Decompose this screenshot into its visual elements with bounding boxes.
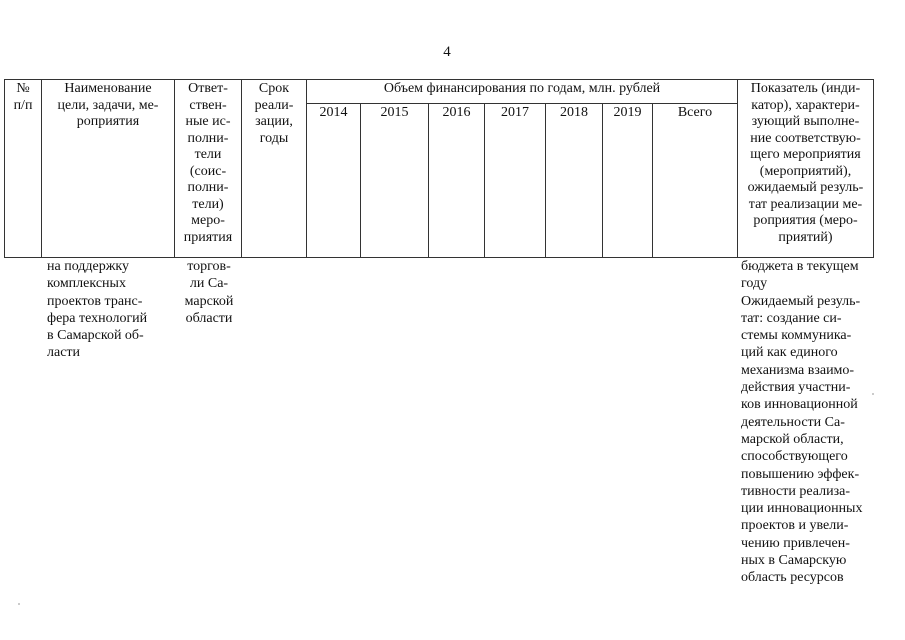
header-year-2018: 2018 (546, 104, 603, 258)
row-name-continuation: на поддержку комплексных проектов транс- фера технологий в Самарской об- ласти (47, 259, 148, 361)
scan-speck (18, 603, 20, 605)
page-number: 4 (443, 44, 451, 60)
header-year-total: Всего (653, 104, 738, 258)
row-indicator-continuation: бюджета в текущем году Ожидаемый резуль- тат: создание си- стемы коммуника- ций как единого механизма взаимо- действия участни- ков инновационной деятельности Са- марской области, способствующего повышению эффек- тивности реализа- ции инновационных проектов и увели- чению привлечен- ных в Самарскую область ресурсов (741, 259, 863, 586)
row-responsible-continuation: торгов- ли Са- марской области (184, 259, 234, 326)
header-num: № п/п (5, 80, 42, 258)
header-year-2019: 2019 (603, 104, 653, 258)
header-name: Наименование цели, задачи, ме- роприятия (42, 80, 175, 258)
header-year-2014: 2014 (307, 104, 361, 258)
header-year-2015: 2015 (361, 104, 429, 258)
header-year-2016: 2016 (429, 104, 485, 258)
program-table-header (4, 79, 874, 258)
header-responsible: Ответ- ствен- ные ис- полни- тели (соис- полни- тели) меро- приятия (175, 80, 242, 258)
header-term: Срок реали- зации, годы (242, 80, 307, 258)
header-funding-title: Объем финансирования по годам, млн. рублей (307, 80, 738, 104)
scan-speck (872, 393, 874, 395)
header-year-2017: 2017 (485, 104, 546, 258)
header-indicator: Показатель (инди- катор), характери- зующий выполне- ние соответствую- щего мероприятия (мероприятий), ожидаемый резуль- тат реализации ме- роприятия (меро- приятий) (738, 80, 874, 258)
